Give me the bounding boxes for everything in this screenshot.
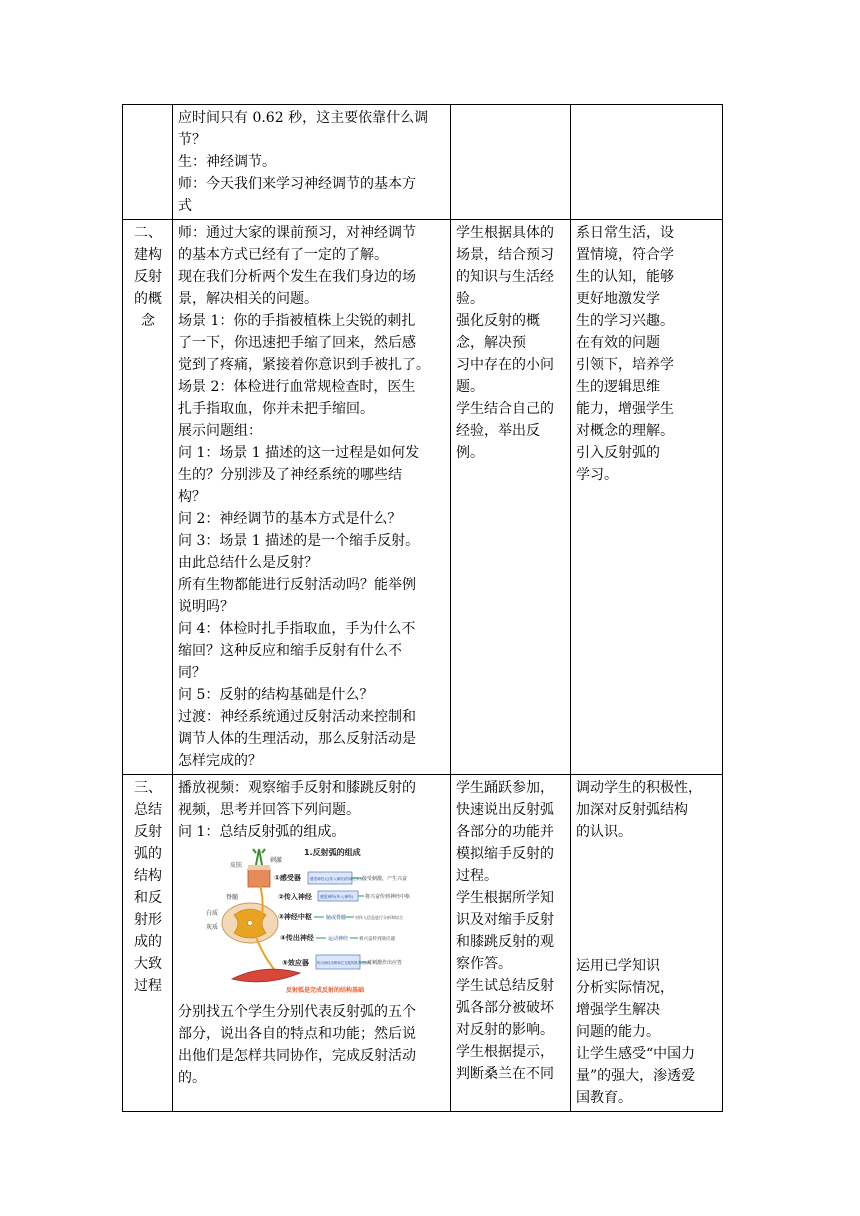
intent-line: 分析实际情况， [576,980,674,996]
stage-line: 三、 [134,780,162,796]
stage-line: 的概 [134,291,162,307]
stage-line: 和反 [134,890,162,906]
stimulus-label: 刺激 [270,857,283,864]
spacer [576,843,718,955]
part-desc: 感觉神经元(传入神经)的神经末梢 [310,877,364,881]
student-line: 题。 [456,379,484,395]
stage-line: 建构 [134,247,162,263]
intent-line: 运用已学知识 [576,958,660,974]
intent-cell [571,105,723,220]
student-line: 学生结合自己的 [456,401,554,417]
part-name: ①感受器 [274,874,301,882]
stage-cell [123,220,173,775]
effector-row [282,955,402,969]
student-line: 快速说出反射弧 [456,802,554,818]
content-cell [173,105,451,220]
lesson-plan-table [122,104,723,1112]
stage-line: 大致 [134,956,162,972]
student-line: 对反射的影响。 [456,1022,554,1038]
content-line: 问 3：场景 1 描述的是一个缩手反射。 [178,533,420,549]
table-row [123,105,723,220]
student-line: 识及对缩手反射 [456,912,554,928]
content-line: 说明吗？ [178,599,234,615]
stage-cell [123,775,173,1112]
intent-line: 系日常生活，设 [576,225,674,241]
intent-line: 引领下，培养学 [576,357,674,373]
receptor-row [274,872,407,884]
student-line: 验。 [456,291,484,307]
student-line: 习中存在的小问 [456,357,554,373]
intent-line: 生的逻辑思维 [576,379,660,395]
content-line: 问 1：总结反射弧的组成。 [178,824,346,840]
table-row [123,775,723,1112]
stage-line: 弧的 [134,846,162,862]
student-line: 弧各部分被破坏 [456,1000,554,1016]
intent-line: 的认识。 [576,824,632,840]
content-line: 了一下，你迅速把手缩了回来，然后感 [178,335,416,351]
stage-line: 射形 [134,912,162,928]
intent-line: 更好地激发学 [576,291,660,307]
content-line: 的基本方式已经有了一定的了解。 [178,247,388,263]
student-line: 强化反射的概 [456,313,540,329]
content-line: 问 2：神经调节的基本方式是什么？ [178,511,402,527]
intent-line: 能力，增强学生 [576,401,674,417]
content-line: 生：神经调节。 [178,154,276,170]
content-line: 节？ [178,132,206,148]
intent-line: 引入反射弧的 [576,445,660,461]
student-line: 察作答。 [456,956,512,972]
student-line: 学生根据具体的 [456,225,554,241]
part-desc: 感觉神经(传入神经) [320,894,354,899]
student-line: 判断桑兰在不同 [456,1066,554,1082]
content-line: 视频，思考并回答下列问题。 [178,802,360,818]
center-row [278,912,403,921]
content-line: 分别找五个学生分别代表反射弧的五个 [178,1004,416,1020]
skin-illustration [248,849,270,887]
student-line: 的知识与生活经 [456,269,554,285]
content-line: 部分，说出各自的特点和功能；然后说 [178,1026,416,1042]
student-cell [451,775,571,1112]
intent-line: 在有效的问题 [576,335,660,351]
student-line: 学生根据提示， [456,1044,554,1060]
intent-line: 加深对反射弧结构 [576,802,688,818]
content-line: 缩回？这种反应和缩手反射有什么不 [178,643,402,659]
afferent-row [278,891,410,901]
stage-line: 过程 [134,978,162,994]
student-line: 经验，举出反例。 [456,423,540,461]
muscle-illustration [232,969,300,982]
intent-cell [571,220,723,775]
content-line: 所有生物都能进行反射活动吗？能举例 [178,577,416,593]
stage-line: 念 [141,313,155,329]
intent-line: 置情境，符合学 [576,247,674,263]
part-name: ③神经中枢 [278,913,312,921]
student-cell [451,220,571,775]
part-name: ④传出神经 [280,934,314,942]
part-func: 对刺激作出应答 [367,960,403,966]
student-line: 模拟缩手反射的 [456,846,554,862]
content-line: 的。 [178,1070,206,1086]
intent-line: 生的学习兴趣。 [576,313,674,329]
intent-line: 生的认知，能够 [576,269,674,285]
content-line: 展示问题组： [178,423,262,439]
content-line: 景，解决相关的问题。 [178,291,318,307]
intent-line: 国教育。 [576,1090,632,1106]
student-line: 学生试总结反射 [456,978,554,994]
part-func: 将兴奋传到效应器 [359,937,395,942]
student-line: 场景，结合预习 [456,247,554,263]
content-line: 师：通过大家的课前预习，对神经调节 [178,225,416,241]
content-cell [173,220,451,775]
diagram-title: 1.反射弧的组成 [304,848,361,857]
spinal-cord-illustration [222,903,278,943]
part-desc: 传出神经末梢和它支配的肌肉或腺体 [317,961,372,965]
content-line: 问 5：反射的结构基础是什么？ [178,687,374,703]
stage-line: 二、 [134,225,162,241]
intent-line: 学习。 [576,467,618,483]
content-line: 场景 1：你的手指被植株上尖锐的刺扎 [178,313,416,329]
content-line: 问 4：体检时扎手指取血，手为什么不 [178,621,416,637]
content-line: 出他们是怎样共同协作，完成反射活动 [178,1048,416,1064]
intent-line: 对概念的理解。 [576,423,674,439]
intent-line: 增强学生解决 [576,1002,660,1018]
content-line: 式 [178,198,192,214]
content-line: 由此总结什么是反射？ [178,555,318,571]
content-line: 应时间只有 0.62 秒，这主要依靠什么调 [178,110,429,126]
content-line: 过渡：神经系统通过反射活动来控制和 [178,709,416,725]
stage-cell [123,105,173,220]
white-matter-label: 白质 [206,910,219,917]
student-cell [451,105,571,220]
content-line: 现在我们分析两个发生在我们身边的场 [178,269,416,285]
part-name: ⑤效应器 [282,959,309,967]
intent-line: 量”的强大，渗透爱 [576,1068,696,1084]
student-line: 学生根据所学知 [456,890,554,906]
content-line: 调节人体的生理活动，那么反射活动是 [178,731,416,747]
table-row [123,220,723,775]
efferent-row [280,933,395,942]
content-line: 播放视频：观察缩手反射和膝跳反射的 [178,780,416,796]
intent-line: 调动学生的积极性， [576,780,702,796]
content-line: 构？ [178,489,206,505]
stage-line: 成的 [134,934,162,950]
stage-line: 结构 [134,868,162,884]
diagram-footer: 反射弧是完成反射的结构基础 [286,987,365,994]
intent-line: 问题的能力。 [576,1024,660,1040]
content-line: 师：今天我们来学习神经调节的基本方 [178,176,416,192]
content-line: 同？ [178,665,206,681]
student-line: 学生踊跃参加， [456,780,554,796]
student-line: 各部分的功能并 [456,824,554,840]
stage-line: 反射 [134,269,162,285]
part-name: ②传入神经 [278,893,312,901]
part-desc: 脑或脊髓 [326,915,347,921]
content-line: 问 1：场景 1 描述的这一过程是如何发 [178,445,420,461]
part-func: 对传入信息进行分析和综合 [355,915,403,920]
content-line: 觉到了疼痛，紧接着你意识到手被扎了。 [178,357,430,373]
skin-label: 皮肤 [230,862,243,869]
stage-line: 反射 [134,824,162,840]
spine-label: 脊髓 [226,894,239,901]
part-func: 接受刺激，产生兴奋 [362,876,408,882]
student-line: 念，解决预 [456,335,526,351]
content-cell [173,775,451,1112]
reflex-arc-diagram [204,845,414,997]
content-line: 扎手指取血，你并未把手缩回。 [178,401,374,417]
intent-line: 让学生感受“中国力 [576,1046,696,1062]
gray-matter-label: 灰质 [206,924,219,931]
student-line: 和膝跳反射的观 [456,934,554,950]
content-line: 生的？分别涉及了神经系统的哪些结 [178,467,402,483]
content-line: 怎样完成的？ [178,753,262,769]
stage-line: 总结 [134,802,162,818]
student-line: 过程。 [456,868,498,884]
part-func: 将兴奋传到神经中枢 [365,894,411,900]
intent-cell [571,775,723,1112]
content-line: 场景 2：体检进行血常规检查时，医生 [178,379,416,395]
part-desc: 运动神经 [328,936,349,942]
efferent-nerve [256,937,274,969]
